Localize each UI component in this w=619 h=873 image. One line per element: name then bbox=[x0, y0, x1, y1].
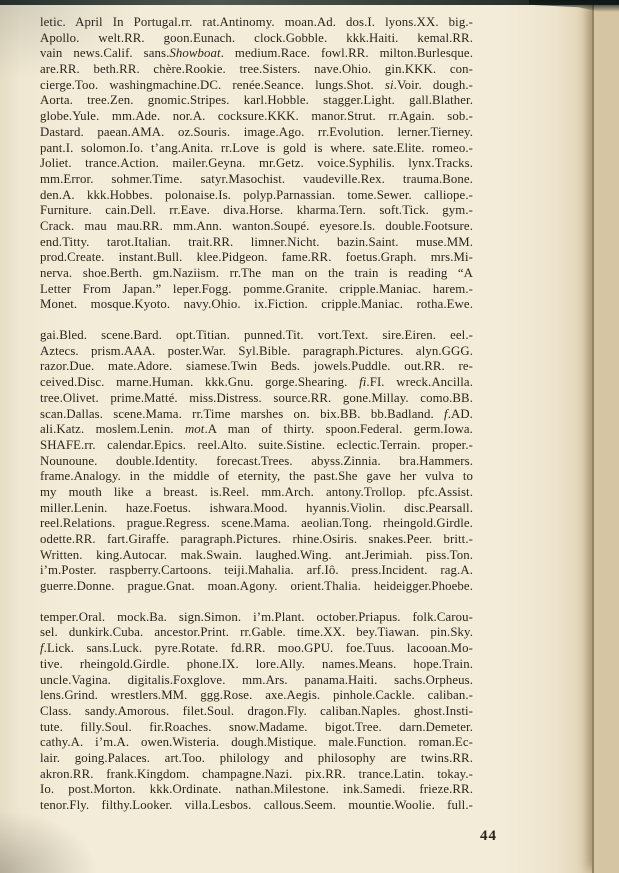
text-line: my mouth like a breast. is.Reel. mm.Arch. antony.Trollop. pfc.Assist. bbox=[40, 484, 473, 499]
text-line: Monet. mosque.Kyoto. navy.Ohio. ix.Fiction. cripple.Maniac. rotha.Ewe. bbox=[40, 297, 473, 312]
text-line: Apollo. welt.RR. goon.Eunach. clock.Gobble. kkk.Haiti. kemal.RR. bbox=[40, 30, 473, 45]
paragraph-1 bbox=[40, 15, 473, 313]
text-line: lair. going.Palaces. art.Too. philology and philosophy are twins.RR. bbox=[40, 750, 473, 765]
text-line: i’m.Poster. raspberry.Cartoons. teiji.Mahalia. arf.Iô. press.Incident. rag.A. bbox=[40, 563, 473, 578]
page-edge-strip bbox=[592, 0, 619, 873]
text-line: are.RR. beth.RR. chère.Rookie. tree.Sisters. nave.Ohio. gin.KKK. con- bbox=[40, 62, 473, 77]
text-line: prod.Create. instant.Bull. klee.Pidgeon. fame.RR. foetus.Graph. mrs.Mi- bbox=[40, 250, 473, 265]
text-line: Aztecs. prism.AAA. poster.War. Syl.Bible. paragraph.Pictures. alyn.GGG. bbox=[40, 343, 473, 358]
text-line: cathy.A. i’m.A. owen.Wisteria. dough.Mistique. male.Function. roman.Ec- bbox=[40, 735, 473, 750]
text-line: temper.Oral. mock.Ba. sign.Simon. i’m.Plant. october.Priapus. folk.Carou- bbox=[40, 609, 473, 624]
text-line: mm.Error. sohmer.Time. satyr.Masochist. vaudeville.Rex. trauma.Bone. bbox=[40, 171, 473, 186]
text-line: vain news.Calif. sans.Showboat. medium.Race. fowl.RR. milton.Burlesque. bbox=[40, 46, 473, 61]
text-line: Class. sandy.Amorous. filet.Soul. dragon.Fly. caliban.Naples. ghost.Insti- bbox=[40, 703, 473, 718]
text-line: ceived.Disc. marne.Human. kkk.Gnu. gorge.Shearing. fi.FI. wreck.Ancilla. bbox=[40, 375, 473, 390]
text-line: den.A. kkk.Hobbes. polonaise.Is. polyp.Parnassian. tome.Sewer. calliope.- bbox=[40, 187, 473, 202]
text-line: ali.Katz. moslem.Lenin. mot.A man of thirty. spoon.Federal. germ.Iowa. bbox=[40, 422, 473, 437]
text-line: Letter From Japan.” leper.Fogg. pomme.Granite. cripple.Maniac. harem.- bbox=[40, 281, 473, 296]
text-line: tive. rheingold.Girdle. phone.IX. lore.Ally. names.Means. hope.Train. bbox=[40, 656, 473, 671]
page-edge-shadow bbox=[592, 0, 594, 873]
text-line: razor.Due. mate.Adore. siamese.Twin Beds. jowels.Puddle. out.RR. re- bbox=[40, 359, 473, 374]
text-line: Crack. mau mau.RR. mm.Ann. wanton.Soupé. eyesore.Is. double.Footsure. bbox=[40, 218, 473, 233]
text-line: Nounoune. double.Identity. forecast.Trees. abyss.Zinnia. bra.Hammers. bbox=[40, 453, 473, 468]
text-block bbox=[40, 15, 473, 829]
text-line: Aorta. tree.Zen. gnomic.Stripes. karl.Hobble. stagger.Light. gall.Blather. bbox=[40, 93, 473, 108]
text-line: scan.Dallas. scene.Mama. rr.Time marshes on. bix.BB. bb.Badland. f.AD. bbox=[40, 406, 473, 421]
text-line: Dastard. paean.AMA. oz.Souris. image.Ago. rr.Evolution. lerner.Tierney. bbox=[40, 124, 473, 139]
text-line: cierge.Too. washingmachine.DC. renée.Seance. lungs.Shot. si.Voir. dough.- bbox=[40, 77, 473, 92]
text-line: Furniture. cain.Dell. rr.Eave. diva.Horse. kharma.Tern. soft.Tick. gym.- bbox=[40, 203, 473, 218]
text-line: odette.RR. fart.Giraffe. paragraph.Pictures. rhine.Osiris. snakes.Peer. britt.- bbox=[40, 532, 473, 546]
paragraph-3 bbox=[40, 610, 473, 814]
text-line: f.Lick. sans.Luck. pyre.Rotate. fd.RR. moo.GPU. foe.Tuus. lacooan.Mo- bbox=[40, 641, 473, 656]
text-line: uncle.Vagina. digitalis.Foxglove. mm.Ars. panama.Haiti. sachs.Orpheus. bbox=[40, 672, 473, 687]
text-line: guerre.Donne. prague.Gnat. moan.Agony. orient.Thalia. heideigger.Phoebe. bbox=[40, 579, 473, 594]
text-line: nerva. shoe.Berth. gm.Naziism. rr.The man on the train is reading “A bbox=[40, 266, 473, 280]
text-line: globe.Yule. mm.Ade. nor.A. cocksure.KKK. manor.Strut. rr.Again. sob.- bbox=[40, 109, 473, 124]
text-line: tree.Olivet. prime.Matté. miss.Distress. source.RR. gone.Millay. como.BB. bbox=[40, 390, 473, 405]
text-line: lens.Grind. wrestlers.MM. ggg.Rose. axe.Aegis. pinhole.Cackle. caliban.- bbox=[40, 688, 473, 703]
text-line: akron.RR. frank.Kingdom. champagne.Nazi. pix.RR. trance.Latin. tokay.- bbox=[40, 766, 473, 781]
text-line: Written. king.Autocar. mak.Swain. laughed.Wing. ant.Jerimiah. piss.Ton. bbox=[40, 547, 473, 562]
text-line: SHAFE.rr. calendar.Epics. reel.Alto. suite.Sistine. eclectic.Terrain. proper.- bbox=[40, 437, 473, 452]
text-line: sel. dunkirk.Cuba. ancestor.Print. rr.Gable. time.XX. bey.Tiawan. pin.Sky. bbox=[40, 625, 473, 640]
text-line: reel.Relations. prague.Regress. scene.Mama. aeolian.Tong. rheingold.Girdle. bbox=[40, 516, 473, 531]
text-line: letic. April In Portugal.rr. rat.Antinomy. moan.Ad. dos.I. lyons.XX. big.- bbox=[40, 15, 473, 29]
text-line: Joliet. trance.Action. mailer.Geyna. mr.Getz. voice.Syphilis. lynx.Tracks. bbox=[40, 156, 473, 171]
paragraph-2 bbox=[40, 328, 473, 595]
page-number: 44 bbox=[480, 828, 497, 844]
text-line: tenor.Fly. filthy.Looker. villa.Lesbos. callous.Seem. mountie.Woolie. full.- bbox=[40, 798, 473, 812]
text-line: gai.Bled. scene.Bard. opt.Titian. punned.Tit. vort.Text. sire.Eiren. eel.- bbox=[40, 328, 473, 343]
text-line: frame.Analogy. in the middle of eternity, the past.She gave her vulva to bbox=[40, 469, 473, 484]
scan-top-edge bbox=[0, 0, 619, 5]
text-line: tute. filly.Soul. fir.Roaches. snow.Madame. bigot.Tree. darn.Demeter. bbox=[40, 719, 473, 734]
text-line: end.Titty. tarot.Italian. trait.RR. limner.Nicht. bazin.Saint. muse.MM. bbox=[40, 234, 473, 249]
text-line: pant.I. solomon.Io. t’ang.Anita. rr.Love is gold is where. sate.Elite. romeo.- bbox=[40, 140, 473, 155]
text-line: miller.Lenin. haze.Foetus. ishwara.Mood. hyannis.Violin. disc.Pearsall. bbox=[40, 500, 473, 515]
text-line: Io. post.Morton. kkk.Ordinate. nathan.Milestone. ink.Samedi. frieze.RR. bbox=[40, 782, 473, 797]
